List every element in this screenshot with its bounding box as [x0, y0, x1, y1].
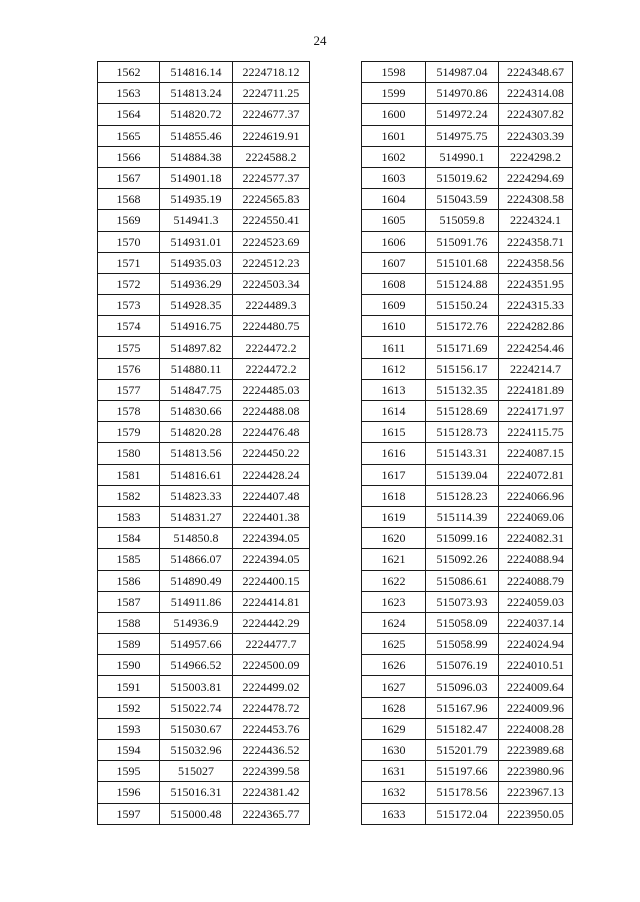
- x-coordinate-cell: 515201.79: [426, 740, 499, 761]
- table-row: [362, 485, 573, 506]
- point-number-cell: 1619: [362, 506, 426, 527]
- point-number-cell: 1614: [362, 401, 426, 422]
- x-coordinate-cell: 515182.47: [426, 718, 499, 739]
- y-coordinate-cell: 2224324.1: [499, 210, 573, 231]
- point-number-cell: 1595: [98, 761, 160, 782]
- coordinate-table-right-body: [362, 62, 573, 825]
- point-number-cell: 1564: [98, 104, 160, 125]
- y-coordinate-cell: 2224394.05: [233, 528, 310, 549]
- y-coordinate-cell: 2224472.2: [233, 358, 310, 379]
- y-coordinate-cell: 2224489.3: [233, 295, 310, 316]
- x-coordinate-cell: 514890.49: [160, 570, 233, 591]
- point-number-cell: 1631: [362, 761, 426, 782]
- table-row: [362, 782, 573, 803]
- y-coordinate-cell: 2224577.37: [233, 167, 310, 188]
- y-coordinate-cell: 2224428.24: [233, 464, 310, 485]
- table-row: [98, 104, 310, 125]
- y-coordinate-cell: 2224500.09: [233, 655, 310, 676]
- point-number-cell: 1600: [362, 104, 426, 125]
- table-row: [362, 401, 573, 422]
- table-row: [362, 358, 573, 379]
- x-coordinate-cell: 514936.9: [160, 612, 233, 633]
- y-coordinate-cell: 2224307.82: [499, 104, 573, 125]
- y-coordinate-cell: 2223989.68: [499, 740, 573, 761]
- point-number-cell: 1605: [362, 210, 426, 231]
- table-row: [98, 506, 310, 527]
- x-coordinate-cell: 515092.26: [426, 549, 499, 570]
- x-coordinate-cell: 515139.04: [426, 464, 499, 485]
- table-row: [362, 570, 573, 591]
- point-number-cell: 1596: [98, 782, 160, 803]
- table-row: [98, 189, 310, 210]
- x-coordinate-cell: 515022.74: [160, 697, 233, 718]
- y-coordinate-cell: 2224512.23: [233, 252, 310, 273]
- y-coordinate-cell: 2224619.91: [233, 125, 310, 146]
- point-number-cell: 1565: [98, 125, 160, 146]
- y-coordinate-cell: 2224308.58: [499, 189, 573, 210]
- table-row: [362, 337, 573, 358]
- x-coordinate-cell: 515091.76: [426, 231, 499, 252]
- x-coordinate-cell: 514990.1: [426, 146, 499, 167]
- x-coordinate-cell: 514813.24: [160, 83, 233, 104]
- x-coordinate-cell: 514813.56: [160, 443, 233, 464]
- table-row: [98, 803, 310, 824]
- point-number-cell: 1609: [362, 295, 426, 316]
- y-coordinate-cell: 2224485.03: [233, 379, 310, 400]
- x-coordinate-cell: 515128.23: [426, 485, 499, 506]
- x-coordinate-cell: 515101.68: [426, 252, 499, 273]
- table-row: [362, 761, 573, 782]
- y-coordinate-cell: 2224476.48: [233, 422, 310, 443]
- x-coordinate-cell: 514820.72: [160, 104, 233, 125]
- table-row: [362, 62, 573, 83]
- point-number-cell: 1620: [362, 528, 426, 549]
- y-coordinate-cell: 2224401.38: [233, 506, 310, 527]
- x-coordinate-cell: 514897.82: [160, 337, 233, 358]
- x-coordinate-cell: 514831.27: [160, 506, 233, 527]
- table-row: [362, 231, 573, 252]
- point-number-cell: 1573: [98, 295, 160, 316]
- point-number-cell: 1575: [98, 337, 160, 358]
- y-coordinate-cell: 2224565.83: [233, 189, 310, 210]
- point-number-cell: 1593: [98, 718, 160, 739]
- x-coordinate-cell: 515128.73: [426, 422, 499, 443]
- y-coordinate-cell: 2224477.7: [233, 634, 310, 655]
- x-coordinate-cell: 515059.8: [426, 210, 499, 231]
- y-coordinate-cell: 2224711.25: [233, 83, 310, 104]
- x-coordinate-cell: 515172.04: [426, 803, 499, 824]
- point-number-cell: 1608: [362, 273, 426, 294]
- table-row: [362, 528, 573, 549]
- x-coordinate-cell: 515099.16: [426, 528, 499, 549]
- x-coordinate-cell: 515197.66: [426, 761, 499, 782]
- x-coordinate-cell: 514916.75: [160, 316, 233, 337]
- table-row: [98, 464, 310, 485]
- y-coordinate-cell: 2224523.69: [233, 231, 310, 252]
- y-coordinate-cell: 2224453.76: [233, 718, 310, 739]
- table-row: [98, 443, 310, 464]
- table-row: [362, 210, 573, 231]
- table-row: [362, 591, 573, 612]
- table-row: [98, 591, 310, 612]
- y-coordinate-cell: 2224442.29: [233, 612, 310, 633]
- y-coordinate-cell: 2224381.42: [233, 782, 310, 803]
- y-coordinate-cell: 2224365.77: [233, 803, 310, 824]
- x-coordinate-cell: 514935.19: [160, 189, 233, 210]
- point-number-cell: 1587: [98, 591, 160, 612]
- point-number-cell: 1584: [98, 528, 160, 549]
- table-row: [362, 125, 573, 146]
- coordinate-table-left: [97, 61, 310, 825]
- x-coordinate-cell: 515027: [160, 761, 233, 782]
- table-row: [98, 83, 310, 104]
- point-number-cell: 1603: [362, 167, 426, 188]
- x-coordinate-cell: 514884.38: [160, 146, 233, 167]
- x-coordinate-cell: 514850.8: [160, 528, 233, 549]
- point-number-cell: 1566: [98, 146, 160, 167]
- point-number-cell: 1622: [362, 570, 426, 591]
- point-number-cell: 1574: [98, 316, 160, 337]
- point-number-cell: 1577: [98, 379, 160, 400]
- y-coordinate-cell: 2224314.08: [499, 83, 573, 104]
- x-coordinate-cell: 515019.62: [426, 167, 499, 188]
- point-number-cell: 1590: [98, 655, 160, 676]
- table-row: [362, 273, 573, 294]
- x-coordinate-cell: 514820.28: [160, 422, 233, 443]
- point-number-cell: 1604: [362, 189, 426, 210]
- y-coordinate-cell: 2224550.41: [233, 210, 310, 231]
- y-coordinate-cell: 2224414.81: [233, 591, 310, 612]
- x-coordinate-cell: 515096.03: [426, 676, 499, 697]
- y-coordinate-cell: 2224503.34: [233, 273, 310, 294]
- point-number-cell: 1625: [362, 634, 426, 655]
- x-coordinate-cell: 515076.19: [426, 655, 499, 676]
- x-coordinate-cell: 514816.61: [160, 464, 233, 485]
- y-coordinate-cell: 2224488.08: [233, 401, 310, 422]
- y-coordinate-cell: 2224181.89: [499, 379, 573, 400]
- point-number-cell: 1570: [98, 231, 160, 252]
- table-row: [98, 740, 310, 761]
- x-coordinate-cell: 514847.75: [160, 379, 233, 400]
- y-coordinate-cell: 2224399.58: [233, 761, 310, 782]
- table-row: [98, 697, 310, 718]
- table-row: [362, 295, 573, 316]
- table-row: [362, 655, 573, 676]
- x-coordinate-cell: 515143.31: [426, 443, 499, 464]
- point-number-cell: 1571: [98, 252, 160, 273]
- x-coordinate-cell: 515128.69: [426, 401, 499, 422]
- x-coordinate-cell: 514975.75: [426, 125, 499, 146]
- x-coordinate-cell: 514987.04: [426, 62, 499, 83]
- y-coordinate-cell: 2224009.64: [499, 676, 573, 697]
- point-number-cell: 1628: [362, 697, 426, 718]
- table-row: [362, 252, 573, 273]
- x-coordinate-cell: 515114.39: [426, 506, 499, 527]
- y-coordinate-cell: 2224115.75: [499, 422, 573, 443]
- table-row: [362, 83, 573, 104]
- y-coordinate-cell: 2223950.05: [499, 803, 573, 824]
- y-coordinate-cell: 2224072.81: [499, 464, 573, 485]
- x-coordinate-cell: 514866.07: [160, 549, 233, 570]
- x-coordinate-cell: 514855.46: [160, 125, 233, 146]
- y-coordinate-cell: 2224087.15: [499, 443, 573, 464]
- table-row: [98, 252, 310, 273]
- point-number-cell: 1606: [362, 231, 426, 252]
- point-number-cell: 1617: [362, 464, 426, 485]
- point-number-cell: 1569: [98, 210, 160, 231]
- point-number-cell: 1576: [98, 358, 160, 379]
- point-number-cell: 1598: [362, 62, 426, 83]
- x-coordinate-cell: 515043.59: [426, 189, 499, 210]
- point-number-cell: 1568: [98, 189, 160, 210]
- point-number-cell: 1607: [362, 252, 426, 273]
- y-coordinate-cell: 2224282.86: [499, 316, 573, 337]
- point-number-cell: 1581: [98, 464, 160, 485]
- x-coordinate-cell: 515073.93: [426, 591, 499, 612]
- y-coordinate-cell: 2224358.56: [499, 252, 573, 273]
- coordinate-table-left-body: [98, 62, 310, 825]
- point-number-cell: 1621: [362, 549, 426, 570]
- table-row: [362, 740, 573, 761]
- point-number-cell: 1583: [98, 506, 160, 527]
- y-coordinate-cell: 2224588.2: [233, 146, 310, 167]
- table-row: [362, 464, 573, 485]
- table-row: [98, 125, 310, 146]
- table-row: [362, 316, 573, 337]
- point-number-cell: 1630: [362, 740, 426, 761]
- x-coordinate-cell: 515086.61: [426, 570, 499, 591]
- point-number-cell: 1580: [98, 443, 160, 464]
- x-coordinate-cell: 514880.11: [160, 358, 233, 379]
- x-coordinate-cell: 514941.3: [160, 210, 233, 231]
- table-row: [362, 167, 573, 188]
- x-coordinate-cell: 515132.35: [426, 379, 499, 400]
- x-coordinate-cell: 514936.29: [160, 273, 233, 294]
- table-row: [362, 506, 573, 527]
- point-number-cell: 1633: [362, 803, 426, 824]
- table-row: [362, 422, 573, 443]
- y-coordinate-cell: 2224294.69: [499, 167, 573, 188]
- point-number-cell: 1599: [362, 83, 426, 104]
- point-number-cell: 1624: [362, 612, 426, 633]
- y-coordinate-cell: 2224088.79: [499, 570, 573, 591]
- table-row: [98, 634, 310, 655]
- table-row: [362, 549, 573, 570]
- y-coordinate-cell: 2224348.67: [499, 62, 573, 83]
- page-number: 24: [313, 33, 327, 48]
- table-row: [98, 676, 310, 697]
- point-number-cell: 1579: [98, 422, 160, 443]
- x-coordinate-cell: 515178.56: [426, 782, 499, 803]
- x-coordinate-cell: 514931.01: [160, 231, 233, 252]
- x-coordinate-cell: 515156.17: [426, 358, 499, 379]
- point-number-cell: 1597: [98, 803, 160, 824]
- table-row: [98, 485, 310, 506]
- point-number-cell: 1613: [362, 379, 426, 400]
- point-number-cell: 1615: [362, 422, 426, 443]
- table-row: [98, 528, 310, 549]
- point-number-cell: 1632: [362, 782, 426, 803]
- x-coordinate-cell: 515000.48: [160, 803, 233, 824]
- point-number-cell: 1611: [362, 337, 426, 358]
- y-coordinate-cell: 2224082.31: [499, 528, 573, 549]
- x-coordinate-cell: 514970.86: [426, 83, 499, 104]
- x-coordinate-cell: 514823.33: [160, 485, 233, 506]
- table-row: [362, 803, 573, 824]
- point-number-cell: 1594: [98, 740, 160, 761]
- y-coordinate-cell: 2224407.48: [233, 485, 310, 506]
- table-row: [98, 761, 310, 782]
- x-coordinate-cell: 514911.86: [160, 591, 233, 612]
- table-row: [362, 189, 573, 210]
- table-row: [362, 379, 573, 400]
- y-coordinate-cell: 2224010.51: [499, 655, 573, 676]
- x-coordinate-cell: 515167.96: [426, 697, 499, 718]
- x-coordinate-cell: 515124.88: [426, 273, 499, 294]
- point-number-cell: 1629: [362, 718, 426, 739]
- table-row: [362, 718, 573, 739]
- y-coordinate-cell: 2224472.2: [233, 337, 310, 358]
- table-row: [98, 295, 310, 316]
- y-coordinate-cell: 2224303.39: [499, 125, 573, 146]
- point-number-cell: 1612: [362, 358, 426, 379]
- y-coordinate-cell: 2224171.97: [499, 401, 573, 422]
- y-coordinate-cell: 2224450.22: [233, 443, 310, 464]
- x-coordinate-cell: 514901.18: [160, 167, 233, 188]
- y-coordinate-cell: 2224718.12: [233, 62, 310, 83]
- x-coordinate-cell: 515150.24: [426, 295, 499, 316]
- y-coordinate-cell: 2224358.71: [499, 231, 573, 252]
- x-coordinate-cell: 514957.66: [160, 634, 233, 655]
- point-number-cell: 1586: [98, 570, 160, 591]
- table-row: [362, 634, 573, 655]
- y-coordinate-cell: 2224254.46: [499, 337, 573, 358]
- table-row: [362, 104, 573, 125]
- x-coordinate-cell: 514816.14: [160, 62, 233, 83]
- point-number-cell: 1592: [98, 697, 160, 718]
- point-number-cell: 1563: [98, 83, 160, 104]
- point-number-cell: 1562: [98, 62, 160, 83]
- table-row: [98, 655, 310, 676]
- y-coordinate-cell: 2224008.28: [499, 718, 573, 739]
- x-coordinate-cell: 515172.76: [426, 316, 499, 337]
- y-coordinate-cell: 2224400.15: [233, 570, 310, 591]
- x-coordinate-cell: 514830.66: [160, 401, 233, 422]
- point-number-cell: 1588: [98, 612, 160, 633]
- y-coordinate-cell: 2224059.03: [499, 591, 573, 612]
- table-row: [98, 167, 310, 188]
- y-coordinate-cell: 2224298.2: [499, 146, 573, 167]
- x-coordinate-cell: 514935.03: [160, 252, 233, 273]
- x-coordinate-cell: 515003.81: [160, 676, 233, 697]
- table-row: [98, 231, 310, 252]
- y-coordinate-cell: 2224088.94: [499, 549, 573, 570]
- y-coordinate-cell: 2224351.95: [499, 273, 573, 294]
- point-number-cell: 1618: [362, 485, 426, 506]
- x-coordinate-cell: 514928.35: [160, 295, 233, 316]
- table-row: [98, 210, 310, 231]
- point-number-cell: 1627: [362, 676, 426, 697]
- table-row: [98, 422, 310, 443]
- table-row: [98, 146, 310, 167]
- x-coordinate-cell: 515171.69: [426, 337, 499, 358]
- point-number-cell: 1572: [98, 273, 160, 294]
- table-row: [362, 146, 573, 167]
- y-coordinate-cell: 2224480.75: [233, 316, 310, 337]
- table-row: [362, 612, 573, 633]
- table-row: [98, 273, 310, 294]
- x-coordinate-cell: 515058.09: [426, 612, 499, 633]
- table-row: [98, 401, 310, 422]
- x-coordinate-cell: 515030.67: [160, 718, 233, 739]
- table-row: [98, 549, 310, 570]
- point-number-cell: 1578: [98, 401, 160, 422]
- point-number-cell: 1567: [98, 167, 160, 188]
- point-number-cell: 1602: [362, 146, 426, 167]
- table-row: [98, 782, 310, 803]
- table-row: [98, 337, 310, 358]
- y-coordinate-cell: 2224677.37: [233, 104, 310, 125]
- point-number-cell: 1616: [362, 443, 426, 464]
- x-coordinate-cell: 515032.96: [160, 740, 233, 761]
- x-coordinate-cell: 515058.99: [426, 634, 499, 655]
- table-row: [98, 379, 310, 400]
- table-row: [362, 676, 573, 697]
- point-number-cell: 1601: [362, 125, 426, 146]
- coordinate-table-right: [361, 61, 573, 825]
- table-row: [362, 697, 573, 718]
- y-coordinate-cell: 2223980.96: [499, 761, 573, 782]
- table-row: [98, 612, 310, 633]
- point-number-cell: 1589: [98, 634, 160, 655]
- y-coordinate-cell: 2224037.14: [499, 612, 573, 633]
- table-row: [98, 570, 310, 591]
- point-number-cell: 1585: [98, 549, 160, 570]
- y-coordinate-cell: 2224499.02: [233, 676, 310, 697]
- table-row: [362, 443, 573, 464]
- y-coordinate-cell: 2224069.06: [499, 506, 573, 527]
- y-coordinate-cell: 2224478.72: [233, 697, 310, 718]
- point-number-cell: 1626: [362, 655, 426, 676]
- table-row: [98, 62, 310, 83]
- point-number-cell: 1623: [362, 591, 426, 612]
- table-row: [98, 316, 310, 337]
- table-row: [98, 358, 310, 379]
- y-coordinate-cell: 2224009.96: [499, 697, 573, 718]
- y-coordinate-cell: 2224315.33: [499, 295, 573, 316]
- y-coordinate-cell: 2224024.94: [499, 634, 573, 655]
- y-coordinate-cell: 2224214.7: [499, 358, 573, 379]
- point-number-cell: 1582: [98, 485, 160, 506]
- x-coordinate-cell: 515016.31: [160, 782, 233, 803]
- x-coordinate-cell: 514966.52: [160, 655, 233, 676]
- y-coordinate-cell: 2223967.13: [499, 782, 573, 803]
- point-number-cell: 1610: [362, 316, 426, 337]
- point-number-cell: 1591: [98, 676, 160, 697]
- y-coordinate-cell: 2224436.52: [233, 740, 310, 761]
- y-coordinate-cell: 2224394.05: [233, 549, 310, 570]
- y-coordinate-cell: 2224066.96: [499, 485, 573, 506]
- table-row: [98, 718, 310, 739]
- x-coordinate-cell: 514972.24: [426, 104, 499, 125]
